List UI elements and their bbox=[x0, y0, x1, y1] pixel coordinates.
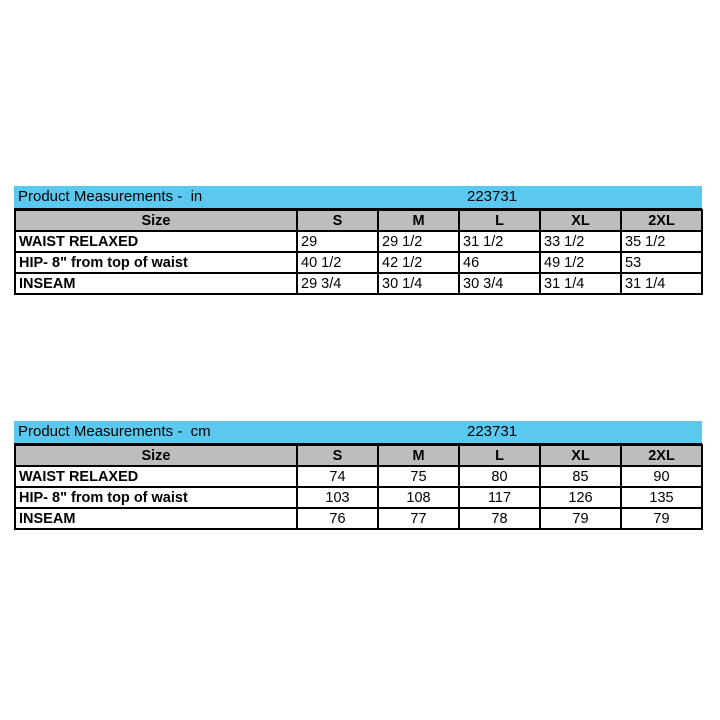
table-cell: 30 3/4 bbox=[459, 273, 540, 294]
table-title: Product Measurements - cm bbox=[18, 423, 211, 440]
header-cell-l: L bbox=[459, 210, 540, 231]
table-cell: 53 bbox=[621, 252, 702, 273]
table-cell: 108 bbox=[378, 487, 459, 508]
table-cell: 29 3/4 bbox=[297, 273, 378, 294]
table-cell: 103 bbox=[297, 487, 378, 508]
table-title-bar bbox=[14, 186, 702, 209]
header-cell-2xl: 2XL bbox=[621, 210, 702, 231]
table-cell: 79 bbox=[621, 508, 702, 529]
size-table bbox=[14, 444, 703, 530]
table-cell: 29 1/2 bbox=[378, 231, 459, 252]
table-cell: 46 bbox=[459, 252, 540, 273]
measurements-table-cm bbox=[14, 421, 702, 530]
header-cell-s: S bbox=[297, 210, 378, 231]
table-row bbox=[15, 487, 702, 508]
row-label: INSEAM bbox=[15, 273, 297, 294]
table-cell: 77 bbox=[378, 508, 459, 529]
table-cell: 80 bbox=[459, 466, 540, 487]
table-cell: 31 1/4 bbox=[540, 273, 621, 294]
header-cell-m: M bbox=[378, 210, 459, 231]
table-cell: 74 bbox=[297, 466, 378, 487]
table-cell: 35 1/2 bbox=[621, 231, 702, 252]
table-row bbox=[15, 508, 702, 529]
header-cell-m: M bbox=[378, 445, 459, 466]
table-cell: 85 bbox=[540, 466, 621, 487]
table-row bbox=[15, 273, 702, 294]
header-cell-size: Size bbox=[15, 210, 297, 231]
header-row bbox=[15, 445, 702, 466]
table-cell: 29 bbox=[297, 231, 378, 252]
table-cell: 135 bbox=[621, 487, 702, 508]
table-cell: 30 1/4 bbox=[378, 273, 459, 294]
row-label: HIP- 8" from top of waist bbox=[15, 252, 297, 273]
header-cell-xl: XL bbox=[540, 210, 621, 231]
header-cell-xl: XL bbox=[540, 445, 621, 466]
table-cell: 31 1/4 bbox=[621, 273, 702, 294]
table-cell: 90 bbox=[621, 466, 702, 487]
header-cell-s: S bbox=[297, 445, 378, 466]
row-label: INSEAM bbox=[15, 508, 297, 529]
measurements-table-inches bbox=[14, 186, 702, 295]
table-title-bar bbox=[14, 421, 702, 444]
table-cell: 40 1/2 bbox=[297, 252, 378, 273]
style-number: 223731 bbox=[467, 188, 518, 205]
row-label: WAIST RELAXED bbox=[15, 466, 297, 487]
table-cell: 49 1/2 bbox=[540, 252, 621, 273]
table-cell: 75 bbox=[378, 466, 459, 487]
header-row bbox=[15, 210, 702, 231]
header-cell-2xl: 2XL bbox=[621, 445, 702, 466]
table-cell: 117 bbox=[459, 487, 540, 508]
style-number: 223731 bbox=[467, 423, 518, 440]
table-cell: 42 1/2 bbox=[378, 252, 459, 273]
header-cell-size: Size bbox=[15, 445, 297, 466]
table-cell: 33 1/2 bbox=[540, 231, 621, 252]
table-cell: 76 bbox=[297, 508, 378, 529]
row-label: WAIST RELAXED bbox=[15, 231, 297, 252]
table-row bbox=[15, 231, 702, 252]
table-cell: 126 bbox=[540, 487, 621, 508]
row-label: HIP- 8" from top of waist bbox=[15, 487, 297, 508]
table-title: Product Measurements - in bbox=[18, 188, 203, 205]
header-cell-l: L bbox=[459, 445, 540, 466]
table-cell: 78 bbox=[459, 508, 540, 529]
size-table bbox=[14, 209, 703, 295]
table-cell: 79 bbox=[540, 508, 621, 529]
table-cell: 31 1/2 bbox=[459, 231, 540, 252]
table-row bbox=[15, 466, 702, 487]
table-row bbox=[15, 252, 702, 273]
